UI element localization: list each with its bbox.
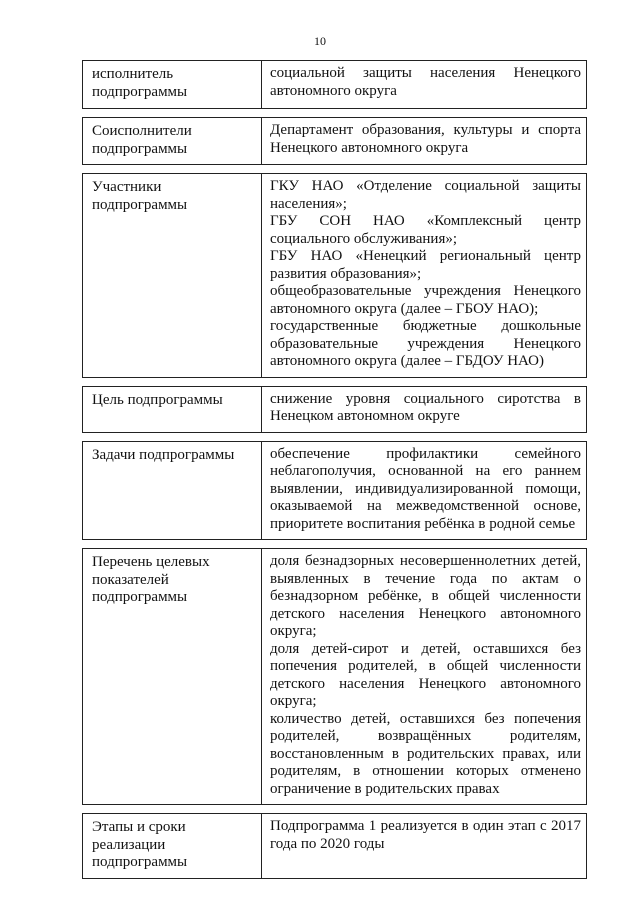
row-content — [262, 814, 587, 879]
row-label: исполнитель подпрограммы — [83, 61, 262, 109]
table-row-goal — [83, 386, 587, 432]
table-row-indicators — [83, 549, 587, 805]
row-gap — [83, 377, 587, 386]
page-number: 10 — [314, 34, 326, 48]
content-paragraph: социальной защиты населения Ненецкого автономного округа — [270, 65, 581, 99]
row-gap — [83, 432, 587, 441]
content-paragraph: доля детей-сирот и детей, оставшихся без попечения родителей, в общей численности детского населения Ненецкого автономного округа; — [270, 640, 581, 709]
row-content — [262, 386, 587, 432]
content-paragraph: Департамент образования, культуры и спорта Ненецкого автономного округа — [270, 122, 581, 156]
table-row-executor — [83, 61, 587, 109]
row-content — [262, 61, 587, 109]
row-label: Этапы и сроки реализации подпрограммы — [83, 814, 262, 879]
content-paragraph: ГКУ НАО «Отделение социальной защиты населения»; — [270, 178, 581, 212]
row-gap — [83, 109, 587, 118]
content-paragraph: ГБУ НАО «Ненецкий региональный центр развития образования»; — [270, 248, 581, 282]
row-label: Перечень целевых показателей подпрограммы — [83, 549, 262, 805]
table-body — [83, 61, 587, 879]
row-content — [262, 174, 587, 378]
content-paragraph: государственные бюджетные дошкольные образовательные учреждения Ненецкого автономного округа (далее – ГБДОУ НАО) — [270, 318, 581, 369]
table-row-tasks — [83, 441, 587, 540]
table-row-participants — [83, 174, 587, 378]
row-gap — [83, 165, 587, 174]
row-label: Цель подпрограммы — [83, 386, 262, 432]
row-label: Задачи подпрограммы — [83, 441, 262, 540]
content-paragraph: обеспечение профилактики семейного неблагополучия, основанной на его раннем выявлении, индивидуализированной помощи, оказываемой на межведомственной основе, приоритете воспитания ребёнка в родной семье — [270, 445, 581, 532]
content-paragraph: Подпрограмма 1 реализуется в один этап с 2017 года по 2020 годы — [270, 818, 581, 852]
table-row-stages — [83, 814, 587, 879]
row-content — [262, 549, 587, 805]
table-row-coexecutors — [83, 118, 587, 165]
content-paragraph: ГБУ СОН НАО «Комплексный центр социального обслуживания»; — [270, 213, 581, 247]
content-paragraph: количество детей, оставшихся без попечения родителей, возвращённых родителям, восстановленным в родительских правах, или родителям, в отношении которых отменено ограничение в родительских правах — [270, 710, 581, 797]
content-paragraph: общеобразовательные учреждения Ненецкого автономного округа (далее – ГБОУ НАО); — [270, 283, 581, 317]
content-paragraph: доля безнадзорных несовершеннолетних детей, выявленных в течение года по актам о безнадзорном ребёнке, в общей численности детского населения Ненецкого автономного округа; — [270, 553, 581, 639]
row-gap — [83, 805, 587, 814]
content-paragraph: снижение уровня социального сиротства в Ненецком автономном округе — [270, 390, 581, 424]
subprogram-passport-table — [82, 60, 587, 879]
row-label: Соисполнители подпрограммы — [83, 118, 262, 165]
row-label: Участники подпрограммы — [83, 174, 262, 378]
row-gap — [83, 540, 587, 549]
row-content — [262, 118, 587, 165]
row-content — [262, 441, 587, 540]
